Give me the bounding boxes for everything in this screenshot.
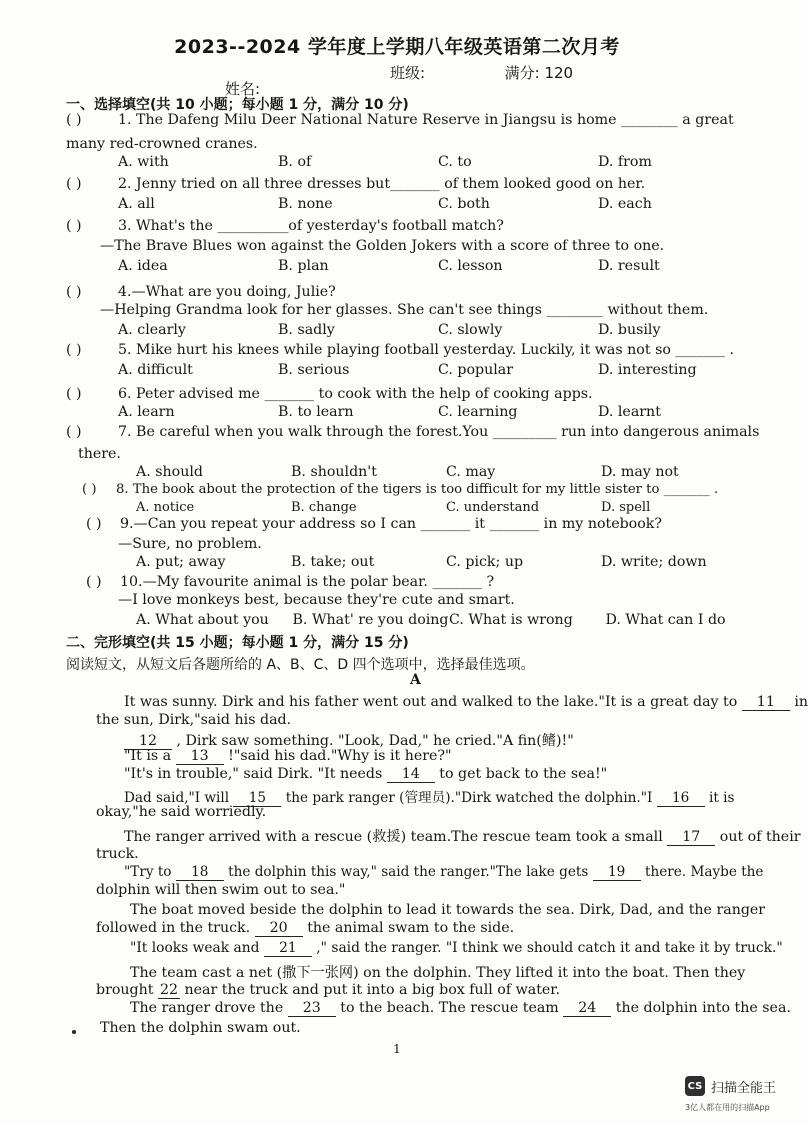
question-8: ( ) 8. The book about the protection of the tigers is too difficult for my little sister to _______ . (82, 482, 719, 497)
blank-11: 11 (742, 694, 790, 711)
question-4-cont: —Helping Grandma look for her glasses. She can't see things ________ without them. (100, 302, 709, 318)
blank-13: 13 (176, 748, 224, 765)
blank-20: 20 (255, 920, 303, 937)
passage-para-6-cont: truck. (96, 846, 139, 862)
blank-14: 14 (387, 766, 435, 783)
passage-para-1-cont: the sun, Dirk,"said his dad. (96, 712, 292, 728)
blank-22: 22 (159, 982, 179, 998)
blank-24: 24 (563, 1000, 611, 1017)
question-1-options: A. with B. of C. to D. from (118, 154, 652, 170)
passage-para-11-cont: Then the dolphin swam out. (100, 1020, 301, 1036)
question-10: ( ) 10.—My favourite animal is the polar bear. _______ ? (86, 574, 495, 590)
question-7-options: A. should B. shouldn't C. may D. may not (136, 464, 679, 480)
question-9-cont: —Sure, no problem. (118, 536, 262, 552)
passage-para-10-cont: brought 22 near the truck and put it into a big box full of water. (96, 982, 561, 998)
watermark-subtext: 3亿人都在用的扫描App (685, 1103, 770, 1112)
blank-12: 12 (124, 733, 172, 750)
class-label: 班级: (390, 64, 426, 82)
passage-para-7-cont: dolphin will then swim out to sea." (96, 882, 346, 898)
camscanner-logo-icon: CS (685, 1076, 705, 1096)
student-info-line (390, 62, 573, 83)
question-3-options: A. idea B. plan C. lesson D. result (118, 258, 660, 274)
question-6-options: A. learn B. to learn C. learning D. learnt (118, 404, 661, 420)
section1-heading: 一、选择填空(共 10 小题；每小题 1 分，满分 10 分) (66, 97, 409, 113)
question-1-cont: many red-crowned cranes. (66, 136, 258, 152)
question-8-options: A. notice B. change C. understand D. spell (136, 500, 651, 515)
passage-label: A (410, 672, 421, 688)
question-5-options: A. difficult B. serious C. popular D. interesting (118, 362, 697, 378)
question-3: ( ) 3. What's the __________of yesterday's football match? (66, 218, 504, 234)
passage-para-10: The team cast a net (撒下一张网) on the dolphin. They lifted it into the boat. Then they (130, 965, 746, 981)
passage-para-2: 12 , Dirk saw something. "Look, Dad," he cried."A fin(鳍)!" (124, 730, 574, 750)
blank-15: 15 (233, 790, 281, 807)
section2-instruction: 阅读短文，从短文后各题所给的 A、B、C、D 四个选项中，选择最佳选项。 (66, 657, 535, 673)
question-7: ( ) 7. Be careful when you walk through the forest.You _________ run into dangerous animals (66, 424, 760, 440)
passage-para-3: "It is a 13 !"said his dad."Why is it here?" (124, 748, 452, 764)
score-label: 满分: 120 (504, 64, 574, 82)
blank-19: 19 (593, 864, 641, 881)
section2-heading: 二、完形填空(共 15 小题；每小题 1 分，满分 15 分) (66, 635, 409, 651)
question-4: ( ) 4.—What are you doing, Julie? (66, 284, 336, 300)
blank-21: 21 (264, 940, 312, 957)
question-10-cont: —I love monkeys best, because they're cute and smart. (118, 592, 515, 608)
exam-title: 2023--2024 学年度上学期八年级英语第二次月考 (174, 36, 620, 58)
scan-speck (72, 1030, 76, 1034)
question-2-options: A. all B. none C. both D. each (118, 196, 652, 212)
question-10-options: A. What about you B. What' re you doing C. What is wrong D. What can I do (136, 612, 726, 628)
question-4-options: A. clearly B. sadly C. slowly D. busily (118, 322, 661, 338)
scanner-watermark (685, 1076, 776, 1096)
passage-para-8-cont: followed in the truck. 20 the animal swam to the side. (96, 920, 515, 936)
passage-para-4: "It's in trouble," said Dirk. "It needs 14 to get back to the sea!" (124, 766, 608, 782)
question-9: ( ) 9.—Can you repeat your address so I can _______ it _______ in my notebook? (86, 516, 662, 532)
question-5: ( ) 5. Mike hurt his knees while playing football yesterday. Luckily, it was not so _______ . (66, 342, 735, 358)
blank-16: 16 (657, 790, 705, 807)
question-1: ( ) 1. The Dafeng Milu Deer National Nature Reserve in Jiangsu is home ________ a great (66, 112, 734, 128)
passage-para-9: "It looks weak and 21 ," said the ranger. "I think we should catch it and take it by truck." (130, 940, 783, 956)
name-label: 姓名: (225, 80, 261, 98)
passage-para-6: The ranger arrived with a rescue (救援) team.The rescue team took a small 17 out of their (124, 829, 801, 845)
blank-18: 18 (176, 864, 224, 881)
question-2: ( ) 2. Jenny tried on all three dresses but_______ of them looked good on her. (66, 176, 646, 192)
blank-23: 23 (288, 1000, 336, 1017)
blank-17: 17 (667, 829, 715, 846)
watermark-text: 扫描全能王 (711, 1080, 777, 1096)
question-9-options: A. put; away B. take; out C. pick; up D. write; down (136, 554, 707, 570)
passage-para-11: The ranger drove the 23 to the beach. The rescue team 24 the dolphin into the sea. (130, 1000, 791, 1016)
passage-para-7: "Try to 18 the dolphin this way," said the ranger."The lake gets 19 there. Maybe the (124, 864, 764, 880)
question-6: ( ) 6. Peter advised me _______ to cook with the help of cooking apps. (66, 386, 593, 402)
passage-para-1: It was sunny. Dirk and his father went out and walked to the lake."It is a great day to 11 in (124, 694, 808, 710)
question-3-cont: —The Brave Blues won against the Golden Jokers with a score of three to one. (100, 238, 665, 254)
page-number: 1 (393, 1042, 401, 1056)
question-7-cont: there. (78, 446, 121, 462)
passage-para-5-cont: okay,"he said worriedly. (96, 804, 267, 820)
passage-para-5: Dad said,"I will 15 the park ranger (管理员)."Dirk watched the dolphin."I 16 it is (124, 790, 735, 806)
passage-para-8: The boat moved beside the dolphin to lead it towards the sea. Dirk, Dad, and the ranger (130, 902, 766, 918)
